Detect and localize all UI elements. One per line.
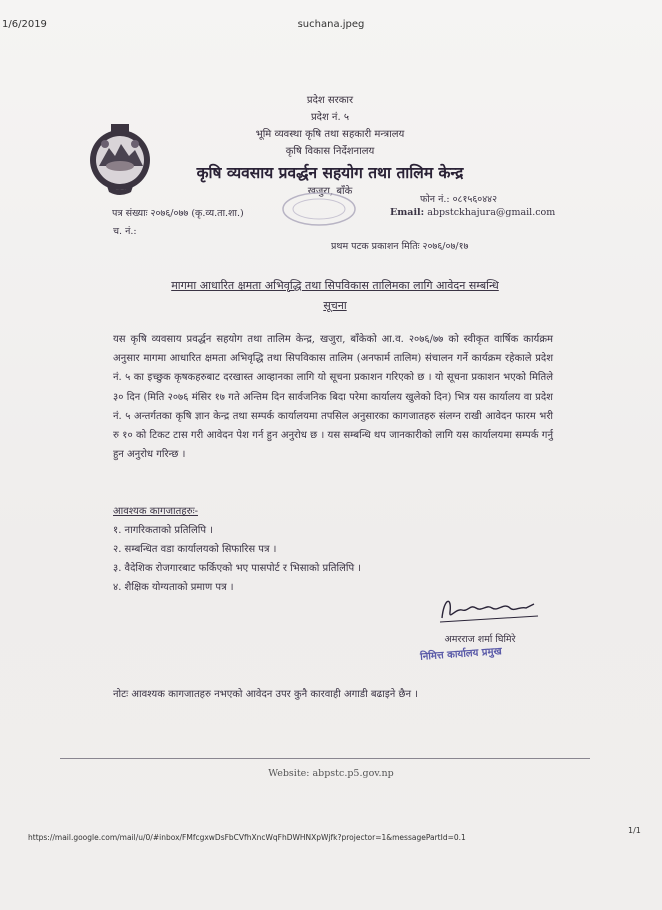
letterhead-line: प्रदेश सरकार bbox=[306, 95, 354, 106]
document-item: १. नागरिकताको प्रतिलिपि । bbox=[113, 525, 214, 536]
letterhead-line: कृषि विकास निर्देशनालय bbox=[285, 146, 375, 157]
print-date: 1/6/2019 bbox=[2, 19, 47, 30]
signer-stamp: निमित्त कार्यालय प्रमुख bbox=[419, 646, 503, 663]
email-line bbox=[390, 207, 555, 218]
organization-name: कृषि व्यवसाय प्रवर्द्धन सहयोग तथा तालिम केन्द्र bbox=[196, 163, 464, 182]
reference-number: पत्र संख्याः २०७६/०७७ (कृ.व्य.ता.शा.) bbox=[112, 208, 244, 219]
email-label: Email: bbox=[390, 207, 425, 218]
document-item: ३. वैदेशिक रोजगारबाट फर्किएको भए पासपोर्ट र भिसाको प्रतिलिपि । bbox=[113, 563, 362, 574]
footer-divider bbox=[60, 758, 590, 759]
signature-icon bbox=[434, 588, 544, 628]
phone-number: फोन नं.: ०८१५६०४४२ bbox=[420, 194, 498, 205]
note: नोटः आवश्यक कागजातहरु नभएको आवेदन उपर कुनै कारवाही अगाडी बढाइने छैन । bbox=[113, 689, 419, 700]
office-location: खजुरा, बाँके bbox=[307, 186, 353, 197]
document-item: ४. शैक्षिक योग्यताको प्रमाण पत्र । bbox=[113, 582, 234, 593]
office-seal-icon bbox=[279, 189, 359, 229]
subject-line-2: सूचना bbox=[323, 299, 347, 312]
signer-name: अमरराज शर्मा घिमिरे bbox=[444, 634, 516, 645]
email-address: abpstckhajura@gmail.com bbox=[427, 207, 556, 218]
required-documents-title: आवश्यक कागजातहरुः- bbox=[113, 506, 198, 517]
document-item: २. सम्बन्धित वडा कार्यालयको सिफारिस पत्र । bbox=[113, 544, 277, 555]
notice-body: यस कृषि व्यवसाय प्रवर्द्धन सहयोग तथा तालिम केन्द्र, खजुरा, बाँकेको आ.व. २०७६/७७ को स्वीकृत वार्षिक कार्यक्रम अनुसार मागमा आधारित क्षमता अभिवृद्धि तथा सिपविकास तालिम (अनफार्म तालिम) संचालन गर्ने कार्यक्रम रहेकाले प्रदेश नं. ५ का इच्छुक कृषकहरुबाट दरखास्त आव्हानका लागि यो सूचना प्रकाशन गरिएको छ । यो सूचना प्रकाशन भएको मितिले ३० दिन (मिति २०७६ मंसिर १७ गते अन्तिम दिन सार्वजनिक बिदा परेमा कार्यालय खुलेको दिन) भित्र यस कार्यालय वा प्रदेश नं. ५ अन्तर्गतका कृषि ज्ञान केन्द्र तथा सम्पर्क कार्यालयमा तपसिल अनुसारका कागजातहरु संलग्न राखी आवेदन फारम भरी रु १० को टिकट टास गरी आवेदन पेश गर्न हुन अनुरोध छ । यस सम्बन्धि थप जानकारीको लागि यस कार्यालयमा सम्पर्क गर्नु हुन अनुरोध गरिन्छ । bbox=[113, 334, 553, 461]
footer-website: Website: abpstc.p5.gov.np bbox=[268, 768, 394, 779]
publication-date: प्रथम पटक प्रकाशन मितिः २०७६/०७/१७ bbox=[331, 241, 469, 252]
subject-line-1: मागमा आधारित क्षमता अभिवृद्धि तथा सिपविकास तालिमका लागि आवेदन सम्बन्धि bbox=[171, 279, 499, 292]
letterhead-line: भूमि व्यवस्था कृषि तथा सहकारी मन्त्रालय bbox=[255, 129, 405, 140]
letterhead-line: प्रदेश नं. ५ bbox=[310, 112, 350, 123]
print-filename: suchana.jpeg bbox=[297, 19, 365, 30]
nepal-emblem-icon bbox=[87, 114, 153, 196]
print-url: https://mail.google.com/mail/u/0/#inbox/FMfcgxwDsFbCVfhXncWqFhDWHNXpWjfk?projector=1&messagePartId=0.1 bbox=[28, 833, 466, 842]
notice-subject bbox=[100, 276, 570, 316]
page-number: 1/1 bbox=[628, 826, 641, 835]
dispatch-number: च. नं.: bbox=[113, 226, 137, 237]
